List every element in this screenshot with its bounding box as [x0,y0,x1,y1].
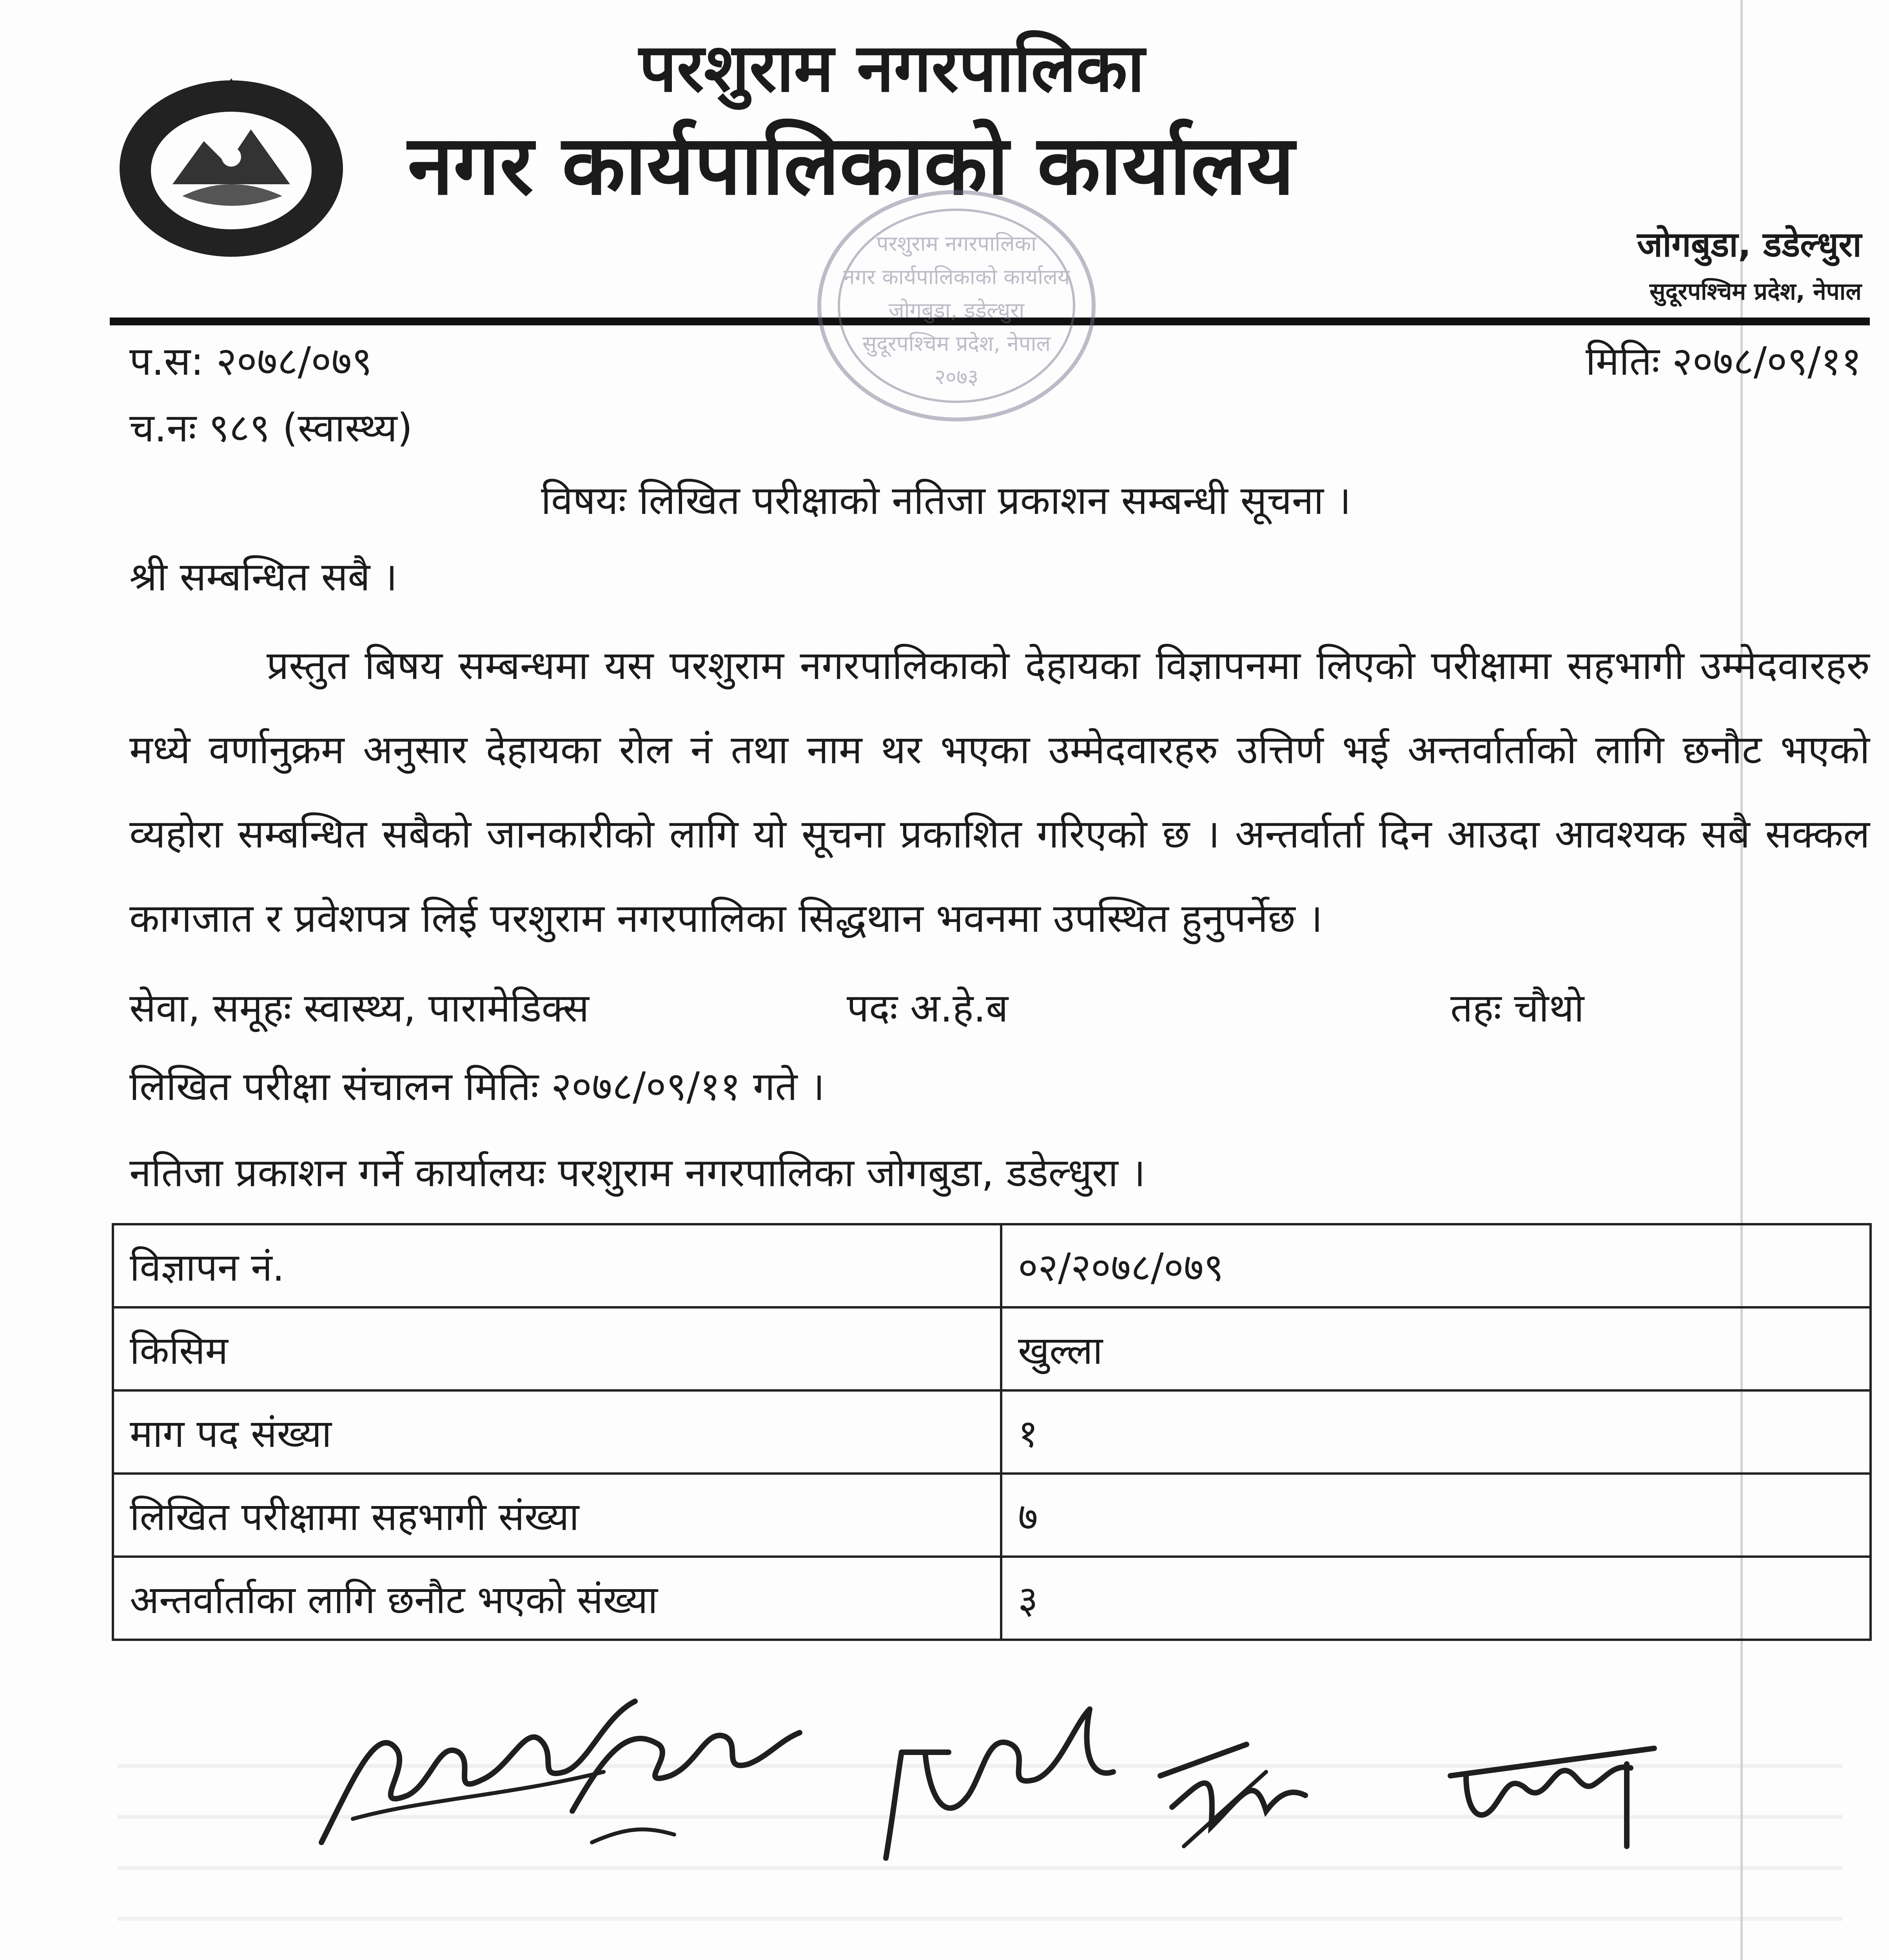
row-value: ७ [1001,1474,1871,1557]
stamp-line-3: जोगबुडा, डडेल्धुरा [888,298,1025,323]
table-row [113,1307,1871,1390]
table-row [113,1224,1871,1307]
table-row [113,1557,1871,1640]
row-label: अन्तर्वार्ताका लागि छनौट भएको संख्या [113,1557,1001,1640]
stamp-year: २०७३ [934,365,979,389]
stamp-line-4: सुदूरपश्चिम प्रदेश, नेपाल [862,331,1051,356]
row-label: विज्ञापन नं. [113,1224,1001,1307]
signature-2 [557,1678,811,1882]
table-row [113,1474,1871,1557]
letter-subject: विषयः लिखित परीक्षाको नतिजा प्रकाशन सम्बन्धी सूचना । [541,477,1351,523]
dispatch-number: च.नः ९८९ (स्वास्थ्य) [129,405,413,451]
row-label: माग पद संख्या [113,1390,1001,1474]
stamp-line-2: नगर कार्यपालिकाको कार्यालय [843,265,1070,289]
municipality-name: परशुराम नगरपालिका [639,29,1145,107]
row-value: खुल्ला [1001,1307,1871,1390]
post-title: पदः अ.हे.ब [847,985,1009,1031]
signature-4 [1149,1678,1313,1882]
office-seal-stamp [807,176,1105,443]
row-value: ०२/२०७८/०७९ [1001,1224,1871,1307]
office-name: नगर कार्यपालिकाको कार्यालय [408,117,1295,213]
row-value: १ [1001,1390,1871,1474]
result-office-line: नतिजा प्रकाशन गर्ने कार्यालयः परशुराम नगरपालिका जोगबुडा, डडेल्धुरा । [129,1150,1146,1196]
reference-number: प.स: २०७८/०७९ [129,338,372,384]
exam-date-line: लिखित परीक्षा संचालन मितिः २०७८/०९/११ गते । [129,1063,825,1109]
row-value: ३ [1001,1557,1871,1640]
table-row [113,1390,1871,1474]
office-location: जोगबुडा, डडेल्धुरा [1637,224,1862,265]
result-summary-table [112,1223,1872,1641]
signature-5 [1443,1678,1662,1882]
stamp-line-1: परशुराम नगरपालिका [876,231,1037,256]
nepal-emblem-icon [114,67,349,263]
salutation: श्री सम्बन्धित सबै । [129,554,397,600]
service-group: सेवा, समूहः स्वास्थ्य, पारामेडिक्स [129,985,589,1031]
post-level: तहः चौथो [1450,985,1584,1031]
body-paragraph: प्रस्तुत बिषय सम्बन्धमा यस परशुराम नगरपालिकाको देहायका विज्ञापनमा लिएको परीक्षामा सहभागी उम्मेदवारहरु मध्ये वर्णानुक्रम अनुसार देहायका रोल नं तथा नाम थर भएका उम्मेदवारहरु उत्तिर्ण भई अन्तर्वार्ताको लागि छनौट भएको व्यहोरा सम्बन्धित सबैको जानकारीको लागि यो सूचना प्रकाशित गरिएको छ । अन्तर्वार्ता दिन आउदा आवश्यक सबै सक्कल कागजात र प्रवेशपत्र लिई परशुराम नगरपालिका सिद्धथान भवनमा उपस्थित हुनुपर्नेछ । [129,642,1870,941]
row-label: लिखित परीक्षामा सहभागी संख्या [113,1474,1001,1557]
row-label: किसिम [113,1307,1001,1390]
signature-3 [870,1678,1125,1882]
office-province: सुदूरपश्चिम प्रदेश, नेपाल [1649,278,1862,305]
letter-date: मितिः २०७८/०९/११ [1586,338,1862,384]
